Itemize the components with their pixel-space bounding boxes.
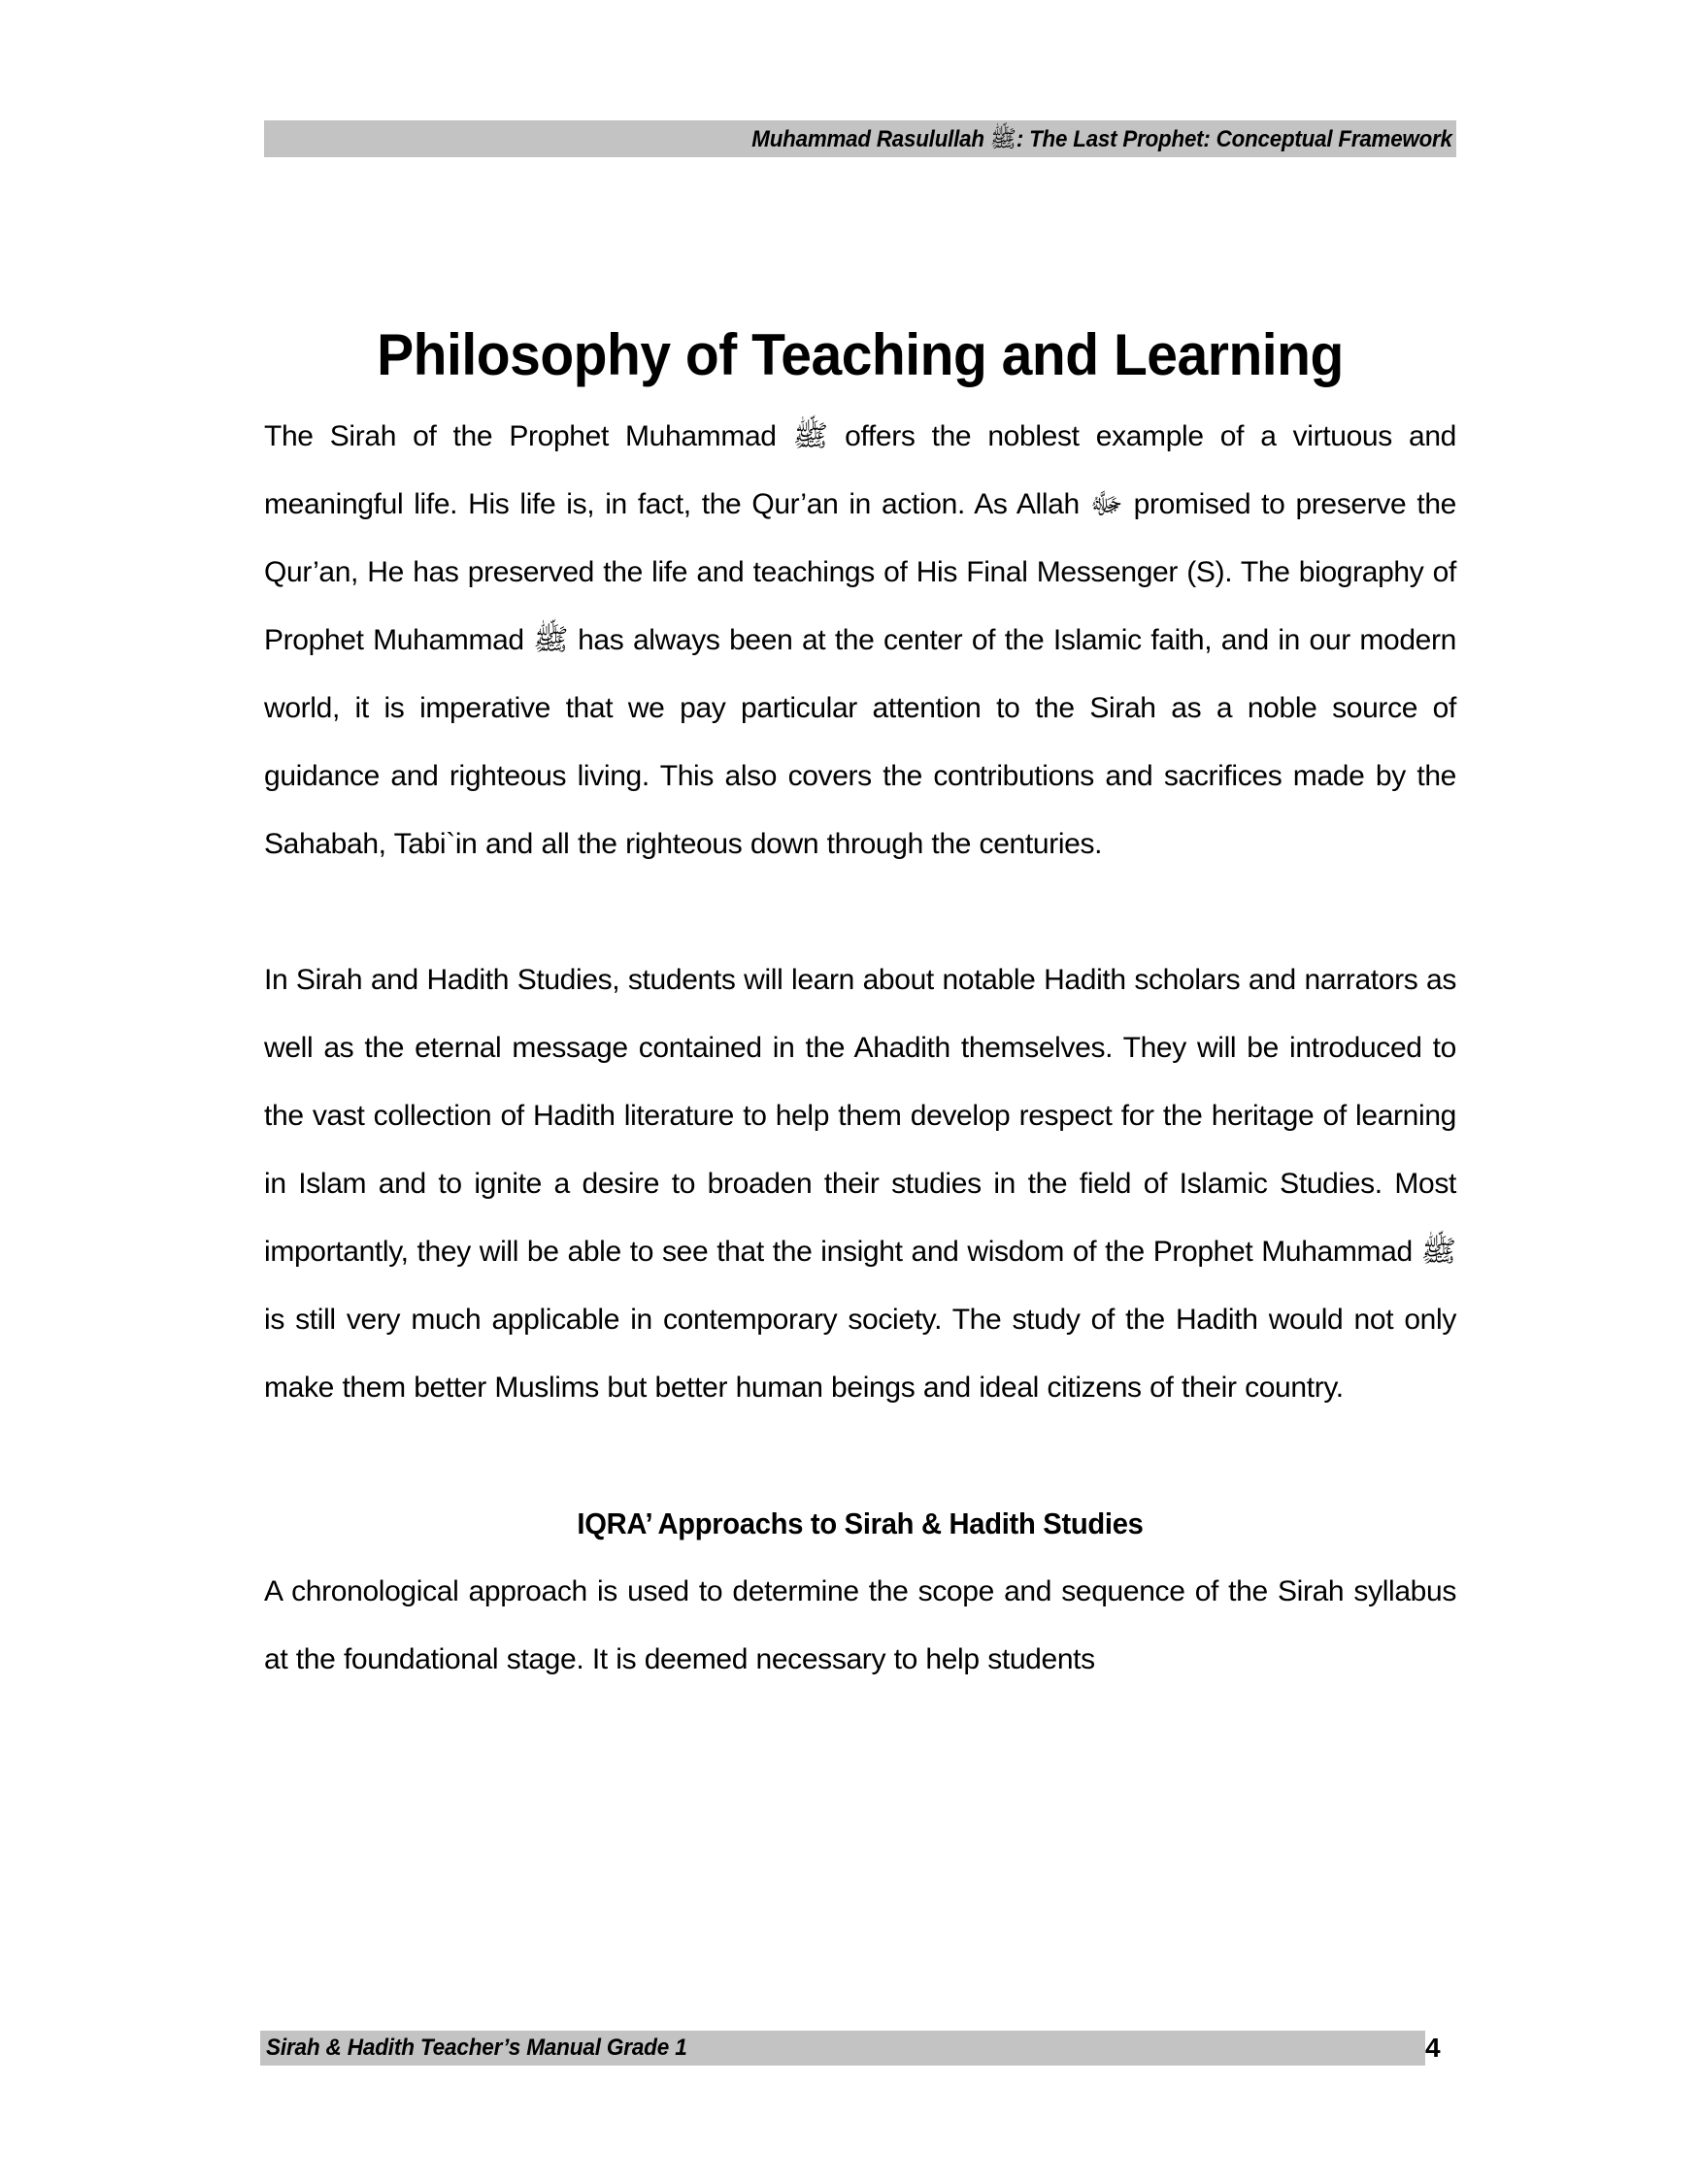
document-body xyxy=(264,403,1456,1694)
text-segment: is still very much applicable in contemporary society. The study of the Hadith would not only make them better Muslims but better human beings and ideal citizens of their country. xyxy=(264,1304,1456,1404)
text-segment: In Sirah and Hadith Studies, students will learn about notable Hadith scholars and narrators as well as the eternal message contained in the Ahadith themselves. They will be introduced to the vast collection of Hadith literature to help them develop respect for the heritage of learning in Islam and to ignite a desire to broaden their studies in the field of Islamic Studies. Most importantly, they will be able to see that the insight and wisdom of the Prophet Muhammad xyxy=(264,964,1456,1268)
sallallahu-alayhi-wasallam-icon: ﷺ xyxy=(990,124,1017,152)
page-number: 4 xyxy=(1425,2033,1441,2063)
sallallahu-alayhi-wasallam-icon: ﷺ xyxy=(533,623,569,657)
paragraph-spacer xyxy=(264,878,1456,946)
paragraph-chronological: A chronological approach is used to determine the scope and sequence of the Sirah syllabus at the foundational stage. It is deemed necessary to help students xyxy=(264,1575,1456,1675)
section-subheading: IQRA’ Approachs to Sirah & Hadith Studies xyxy=(577,1506,1144,1540)
text-segment: promised to preserve the Qur’an, He has preserved the life and teachings of His Final Messenger (S). The biography of Prophet Muhammad xyxy=(264,488,1456,656)
paragraph-sirah-intro xyxy=(264,403,1456,878)
sallallahu-alayhi-wasallam-icon: ﷺ xyxy=(1420,1235,1456,1269)
text-segment: has always been at the center of the Islamic faith, and in our modern world, it is imperative that we pay particular attention to the Sirah as a noble source of guidance and righteous living. This also covers the contributions and sacrifices made by the Sahabah, Tabi`in and all the righteous down through the centuries. xyxy=(264,624,1456,860)
running-header xyxy=(264,120,1456,157)
text-segment: The Sirah of the Prophet Muhammad xyxy=(264,420,793,452)
header-text-after-glyph: : The Last Prophet: Conceptual Framework xyxy=(1016,125,1452,152)
paragraph-spacer xyxy=(264,1422,1456,1490)
paragraph-hadith-studies xyxy=(264,946,1456,1422)
sallallahu-alayhi-wasallam-icon: ﷺ xyxy=(792,419,828,453)
running-header-text xyxy=(751,124,1452,152)
running-footer-text: Sirah & Hadith Teacher’s Manual Grade 1 xyxy=(266,2035,687,2061)
header-text-before-glyph: Muhammad Rasulullah xyxy=(751,125,991,152)
text-segment: offers the noblest example of a virtuous and meaningful life. His life is, in fact, the Qur’an in action. As Allah xyxy=(264,420,1457,520)
page-title: Philosophy of Teaching and Learning xyxy=(377,322,1344,388)
jalla-jalaluhu-icon: ﷻ xyxy=(1089,487,1123,521)
running-footer xyxy=(260,2031,1425,2066)
